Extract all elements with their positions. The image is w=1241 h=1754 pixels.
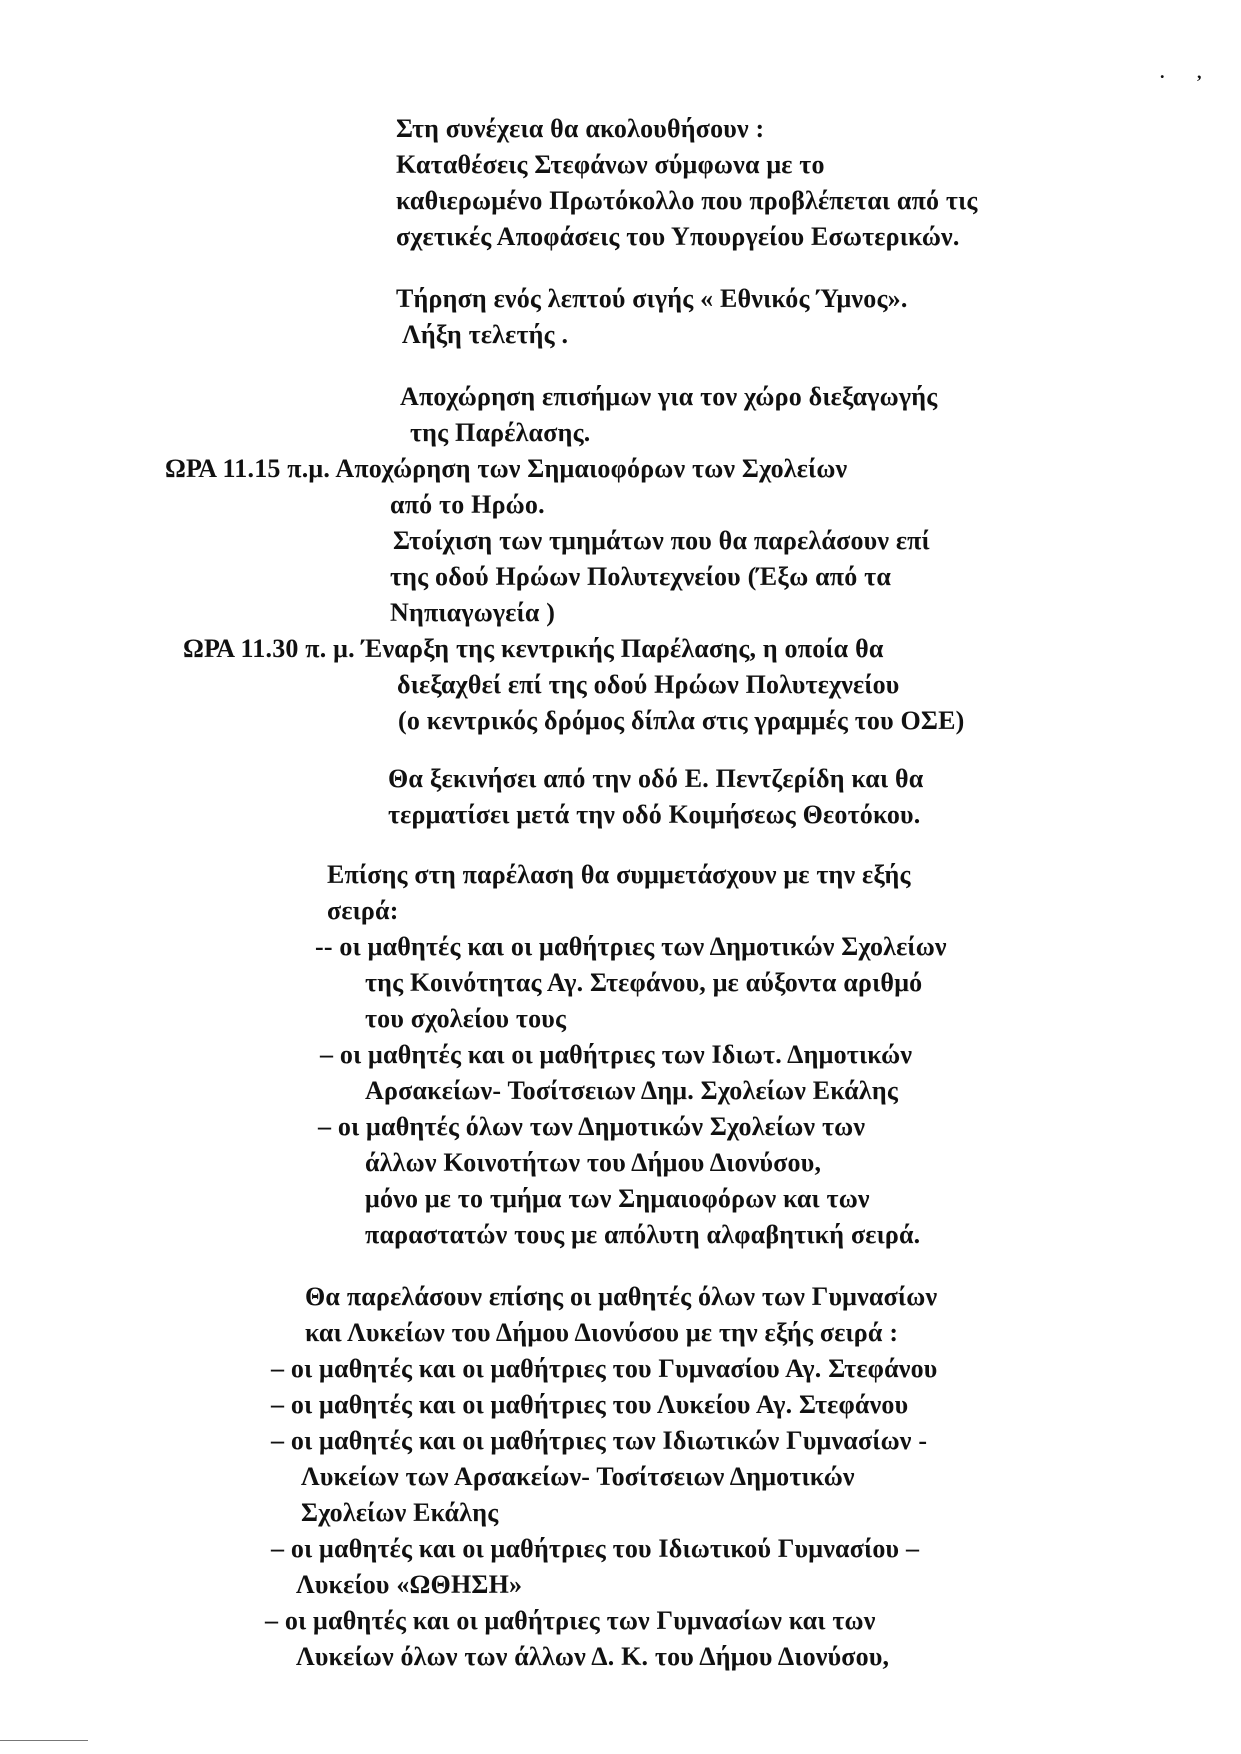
text-line: Λυκείου «ΩΘΗΣΗ» xyxy=(296,1570,523,1599)
text-line: της οδού Ηρώων Πολυτεχνείου (Έξω από τα xyxy=(390,562,892,591)
text-line: Θα παρελάσουν επίσης οι μαθητές όλων των Γυμνασίων xyxy=(305,1282,938,1311)
list-item: – οι μαθητές και οι μαθήτριες του Ιδιωτικού Γυμνασίου – xyxy=(271,1534,920,1563)
list-item: – οι μαθητές και οι μαθήτριες του Γυμνασίου Αγ. Στεφάνου xyxy=(271,1354,938,1383)
text-line: Επίσης στη παρέλαση θα συμμετάσχουν με την εξής xyxy=(327,860,911,889)
text-line: Θα ξεκινήσει από την οδό Ε. Πεντζερίδη και θα xyxy=(388,764,924,793)
text-line: παραστατών τους με απόλυτη αλφαβητική σειρά. xyxy=(365,1220,921,1249)
text-line: Λυκείων των Αρσακείων- Τοσίτσειων Δημοτικών xyxy=(301,1462,855,1491)
footer-rule xyxy=(0,1740,88,1741)
text-line: Λήξη τελετής . xyxy=(402,320,569,349)
text-line: σχετικές Αποφάσεις του Υπουργείου Εσωτερικών. xyxy=(396,222,960,251)
time-entry-1115: ΩΡΑ 11.15 π.μ. Αποχώρηση των Σημαιοφόρων των Σχολείων xyxy=(165,454,848,483)
text-line: του σχολείου τους xyxy=(365,1004,567,1033)
text-line: Καταθέσεις Στεφάνων σύμφωνα με το xyxy=(396,150,825,179)
list-item: -- οι μαθητές και οι μαθήτριες των Δημοτικών Σχολείων xyxy=(315,932,947,961)
text-line: της Παρέλασης. xyxy=(410,418,591,447)
text-line: Σχολείων Εκάλης xyxy=(301,1498,499,1527)
text-line: άλλων Κοινοτήτων του Δήμου Διονύσου, xyxy=(365,1148,822,1177)
text-line: Τήρηση ενός λεπτού σιγής « Εθνικός Ύμνος». xyxy=(396,284,908,313)
text-line: και Λυκείων του Δήμου Διονύσου με την εξής σειρά : xyxy=(305,1318,899,1347)
text-line: διεξαχθεί επί της οδού Ηρώων Πολυτεχνείου xyxy=(397,670,900,699)
list-item: – οι μαθητές και οι μαθήτριες του Λυκείου Αγ. Στεφάνου xyxy=(271,1390,909,1419)
text-line: Αρσακείων- Τοσίτσειων Δημ. Σχολείων Εκάλης xyxy=(365,1076,898,1105)
text-line: μόνο με το τμήμα των Σημαιοφόρων και των xyxy=(365,1184,870,1213)
text-line: Λυκείων όλων των άλλων Δ. Κ. του Δήμου Διονύσου, xyxy=(296,1642,890,1671)
list-item: – οι μαθητές και οι μαθήτριες των Ιδιωτ. Δημοτικών xyxy=(320,1040,913,1069)
text-line: Στοίχιση των τμημάτων που θα παρελάσουν επί xyxy=(393,526,930,555)
text-line: σειρά: xyxy=(327,896,399,925)
list-item: – οι μαθητές και οι μαθήτριες των Ιδιωτικών Γυμνασίων - xyxy=(271,1426,928,1455)
text-line: της Κοινότητας Αγ. Στεφάνου, με αύξοντα αριθμό xyxy=(365,968,923,997)
text-line: Αποχώρηση επισήμων για τον χώρο διεξαγωγής xyxy=(400,382,938,411)
text-line: Στη συνέχεια θα ακολουθήσουν : xyxy=(396,114,765,143)
text-line: από το Ηρώο. xyxy=(390,490,545,519)
list-item: – οι μαθητές όλων των Δημοτικών Σχολείων των xyxy=(318,1112,866,1141)
time-entry-1130: ΩΡΑ 11.30 π. μ. Έναρξη της κεντρικής Παρέλασης, η οποία θα xyxy=(183,634,884,663)
text-line: καθιερωμένο Πρωτόκολλο που προβλέπεται από τις xyxy=(396,186,978,215)
scan-corner-marks: . , xyxy=(1160,62,1216,82)
text-line: (ο κεντρικός δρόμος δίπλα στις γραμμές του ΟΣΕ) xyxy=(398,706,965,735)
list-item: – οι μαθητές και οι μαθήτριες των Γυμνασίων και των xyxy=(265,1606,876,1635)
text-line: τερματίσει μετά την οδό Κοιμήσεως Θεοτόκου. xyxy=(388,800,921,829)
text-line: Νηπιαγωγεία ) xyxy=(390,598,556,627)
